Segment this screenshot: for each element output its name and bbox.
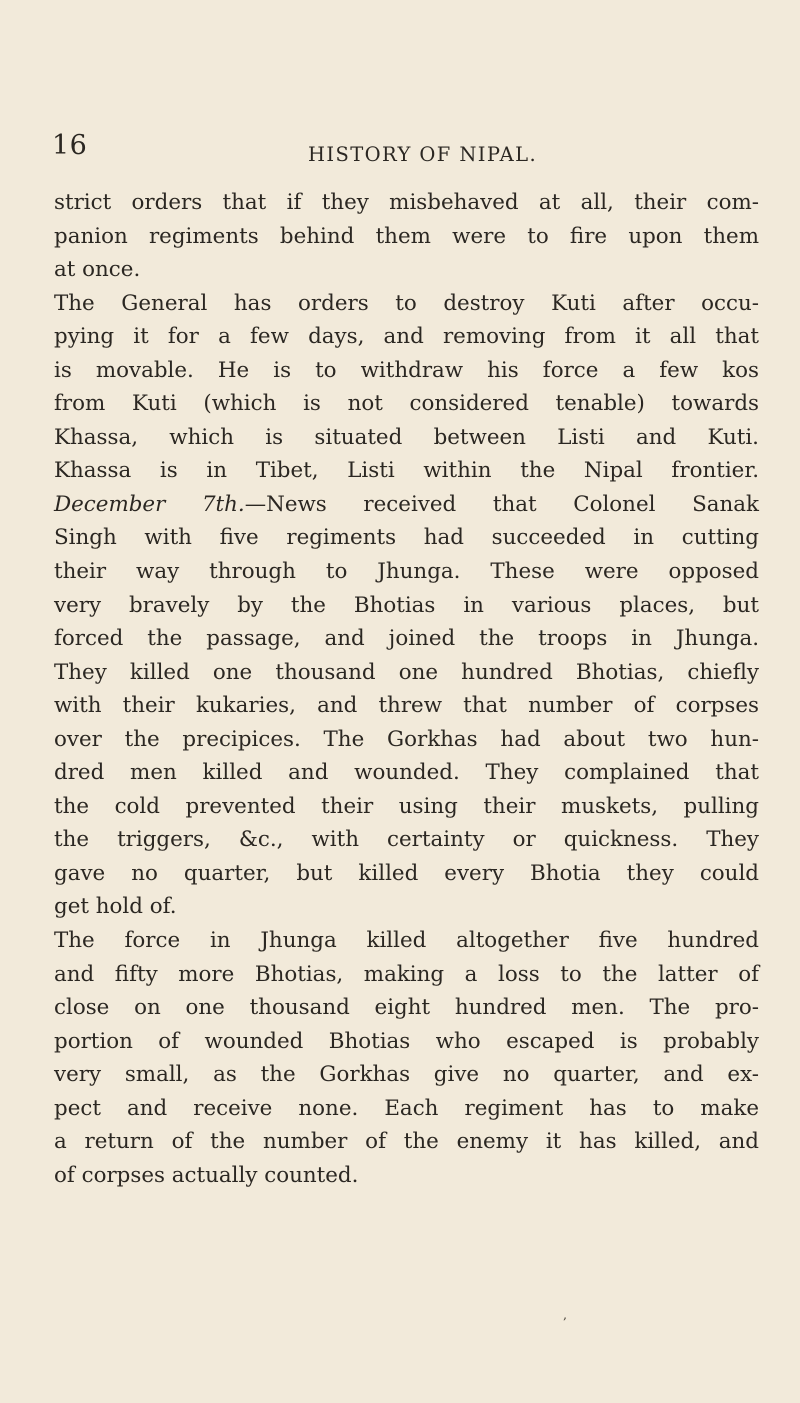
text-line: from Kuti (which is not considered tenable) towards bbox=[54, 391, 759, 417]
date-lead: December 7th. bbox=[54, 491, 245, 517]
text-line: very bravely by the Bhotias in various places, but bbox=[54, 592, 759, 618]
text-line: Khassa is in Tibet, Listi within the Nipal frontier. bbox=[54, 458, 759, 484]
text-line: their way through to Jhunga. These were opposed bbox=[54, 559, 759, 585]
text-line: very small, as the Gorkhas give no quarter, and ex- bbox=[54, 1062, 759, 1088]
page-number: 16 bbox=[52, 130, 88, 161]
text-line: and fifty more Bhotias, making a loss to the latter of bbox=[54, 961, 759, 987]
text-line-with-date bbox=[54, 488, 759, 522]
footer-mark: ‚ bbox=[563, 1308, 567, 1322]
text-line: the triggers, &c., with certainty or quickness. They bbox=[54, 827, 759, 853]
text-line: the cold prevented their using their muskets, pulling bbox=[54, 793, 759, 819]
text-line: dred men killed and wounded. They complained that bbox=[54, 760, 759, 786]
text-line: strict orders that if they misbehaved at all, their com- bbox=[54, 190, 759, 215]
text-line-rest: —News received that Colonel Sanak bbox=[244, 491, 759, 517]
text-line: They killed one thousand one hundred Bhotias, chiefly bbox=[54, 659, 759, 685]
text-line: forced the passage, and joined the troops in Jhunga. bbox=[54, 626, 759, 652]
text-line: portion of wounded Bhotias who escaped is probably bbox=[54, 1028, 759, 1054]
text-line: pying it for a few days, and removing from it all that bbox=[54, 324, 759, 350]
text-line: The General has orders to destroy Kuti after occu- bbox=[54, 290, 759, 316]
text-line: of corpses actually counted. bbox=[54, 1162, 359, 1188]
text-line: Singh with five regiments had succeeded in cutting bbox=[54, 525, 759, 551]
text-line: pect and receive none. Each regiment has to make bbox=[54, 1095, 759, 1121]
text-line: The force in Jhunga killed altogether five hundred bbox=[54, 928, 759, 954]
body-text bbox=[54, 186, 759, 1192]
text-line: is movable. He is to withdraw his force a few kos bbox=[54, 357, 759, 383]
text-line: close on one thousand eight hundred men. The pro- bbox=[54, 995, 759, 1021]
text-line: at once. bbox=[54, 257, 141, 283]
text-line: with their kukaries, and threw that number of corpses bbox=[54, 693, 759, 719]
text-line: a return of the number of the enemy it has killed, and bbox=[54, 1129, 759, 1155]
running-title: HISTORY OF NIPAL. bbox=[308, 143, 538, 166]
text-line: over the precipices. The Gorkhas had about two hun- bbox=[54, 726, 759, 752]
text-line: panion regiments behind them were to fire upon them bbox=[54, 223, 759, 249]
text-line: Khassa, which is situated between Listi and Kuti. bbox=[54, 424, 759, 450]
text-line: get hold of. bbox=[54, 894, 177, 920]
text-line: gave no quarter, but killed every Bhotia they could bbox=[54, 860, 759, 886]
